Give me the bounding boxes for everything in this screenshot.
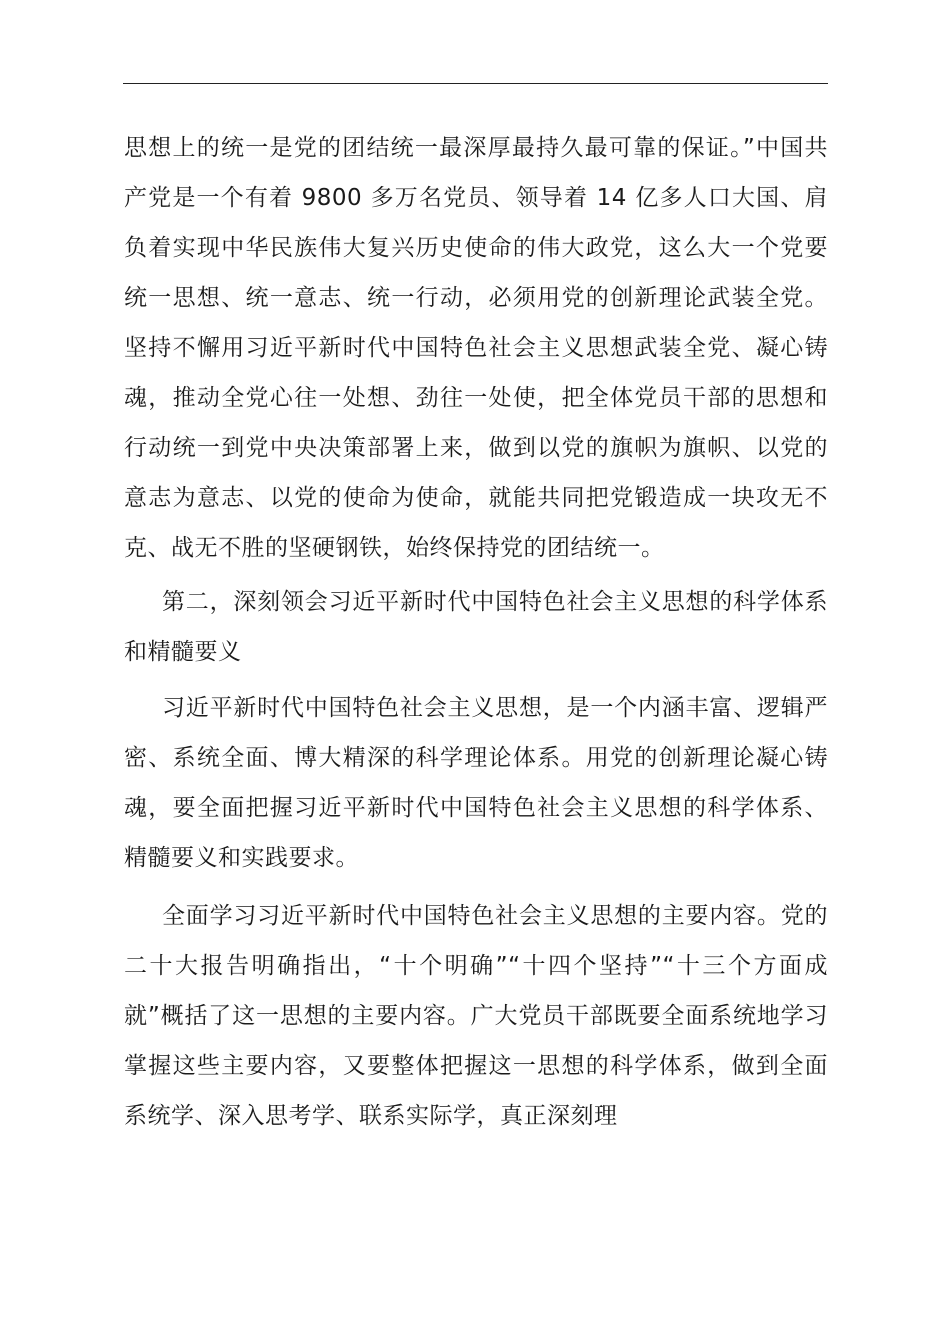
document-body bbox=[124, 123, 828, 1141]
paragraph-main-content: 全面学习习近平新时代中国特色社会主义思想的主要内容。党的二十大报告明确指出，“十个明确”“十四个坚持”“十三个方面成就”概括了这一思想的主要内容。广大党员干部既要全面系统地学习掌握这些主要内容，又要整体把握这一思想的科学体系，做到全面系统学、深入思考学、联系实际学，真正深刻理 bbox=[124, 903, 828, 1129]
paragraph-scientific-system: 习近平新时代中国特色社会主义思想，是一个内涵丰富、逻辑严密、系统全面、博大精深的科学理论体系。用党的创新理论凝心铸魂，要全面把握习近平新时代中国特色社会主义思想的科学体系、精髓要义和实践要求。 bbox=[124, 695, 828, 871]
paragraph-unity-of-thought: 思想上的统一是党的团结统一最深厚最持久最可靠的保证。”中国共产党是一个有着 9800 多万名党员、领导着 14 亿多人口大国、肩负着实现中华民族伟大复兴历史使命的伟大政党，这么大一个党要统一思想、统一意志、统一行动，必须用党的创新理论武装全党。坚持不懈用习近平新时代中国特色社会主义思想武装全党、凝心铸魂，推动全党心往一处想、劲往一处使，把全体党员干部的思想和行动统一到党中央决策部署上来，做到以党的旗帜为旗帜、以党的意志为意志、以党的使命为使命，就能共同把党锻造成一块攻无不克、战无不胜的坚硬钢铁，始终保持党的团结统一。 bbox=[124, 135, 828, 561]
section-heading-second: 第二，深刻领会习近平新时代中国特色社会主义思想的科学体系和精髓要义 bbox=[124, 589, 828, 665]
header-rule bbox=[123, 83, 828, 84]
